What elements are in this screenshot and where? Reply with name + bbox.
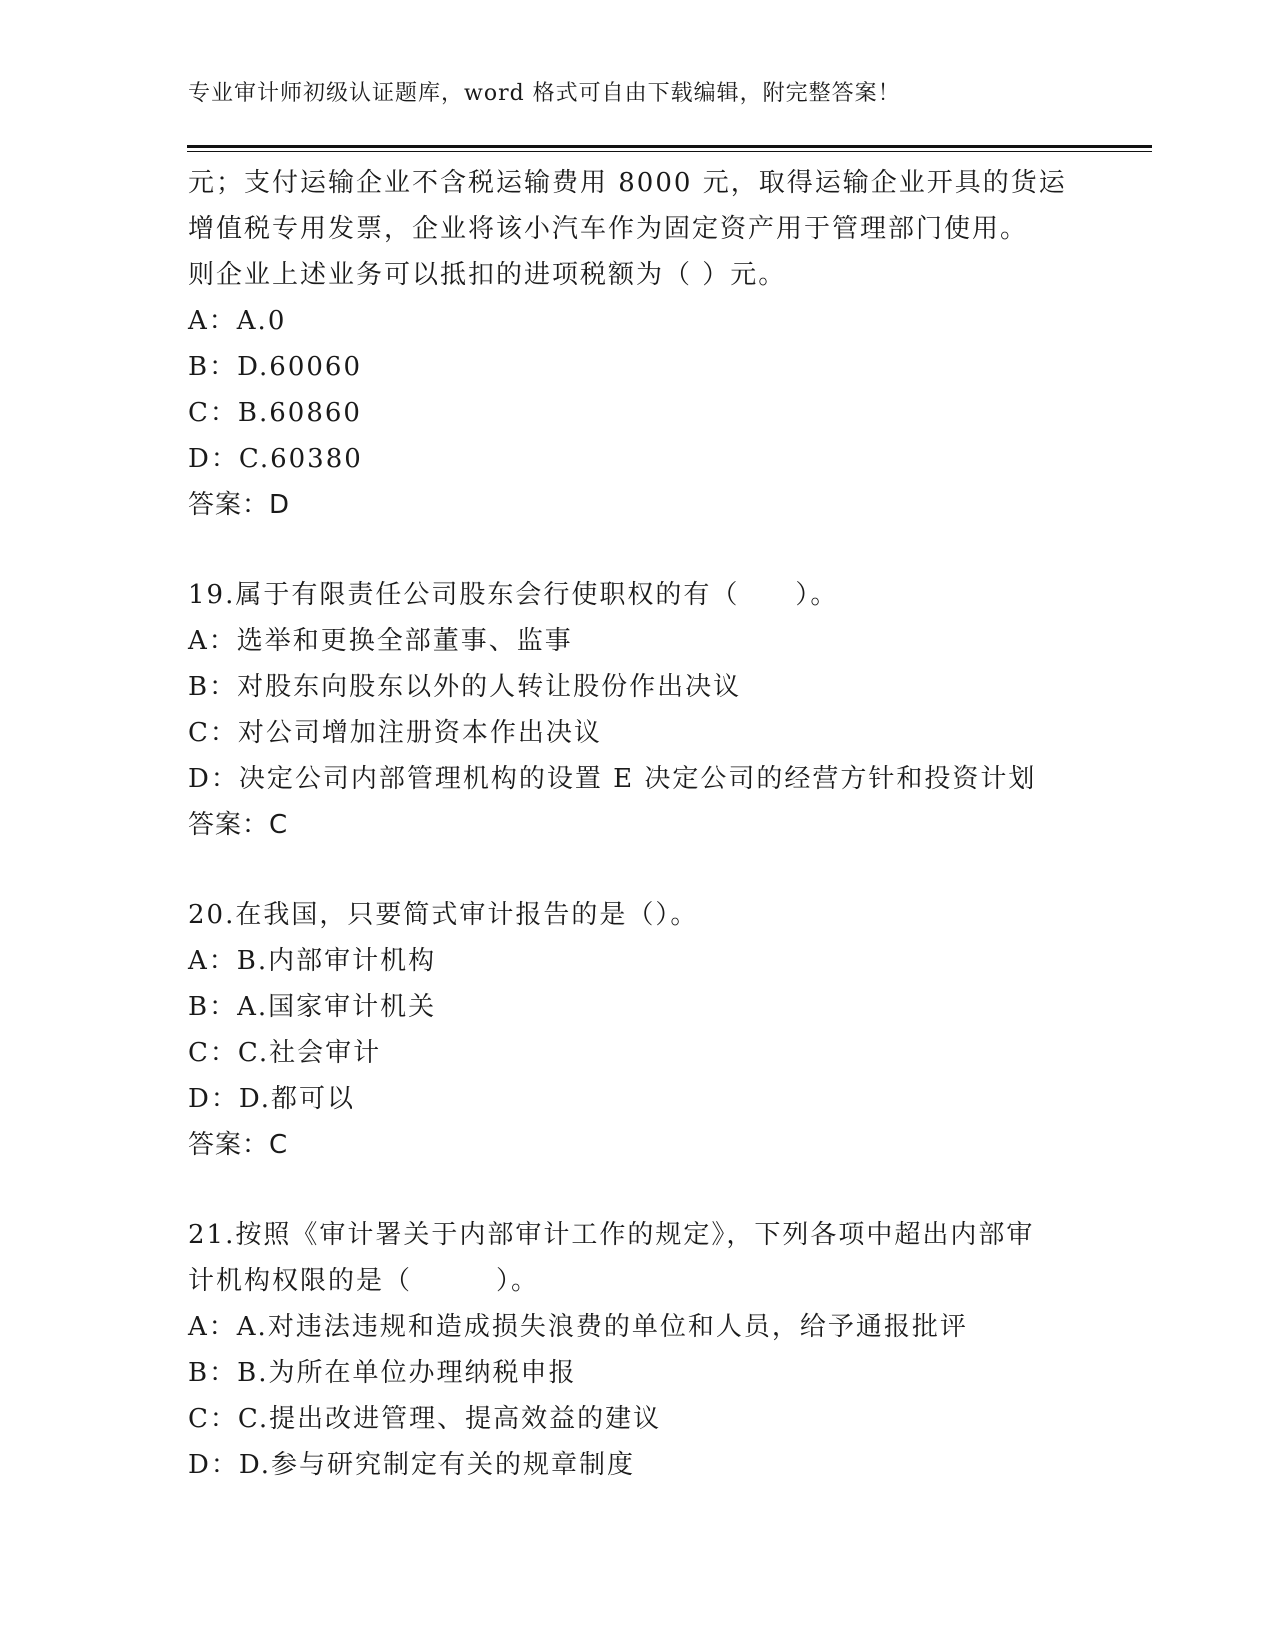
option-c: C：对公司增加注册资本作出决议 <box>188 718 602 748</box>
question-19 <box>188 572 1088 848</box>
option-a: A：B.内部审计机构 <box>188 946 437 976</box>
question-stem-line: 元；支付运输企业不含税运输费用 8000 元，取得运输企业开具的货运 <box>188 168 1067 198</box>
option-b: B：D.60060 <box>188 352 363 382</box>
header-divider-thick <box>187 145 1152 148</box>
option-a: A：A.0 <box>188 306 287 336</box>
option-a: A：选举和更换全部董事、监事 <box>188 626 573 656</box>
option-c: C：C.社会审计 <box>188 1038 382 1068</box>
answer-label: 答案：C <box>188 1130 289 1160</box>
option-b: B：对股东向股东以外的人转让股份作出决议 <box>188 672 742 702</box>
option-c: C：B.60860 <box>188 398 362 428</box>
question-18 <box>188 160 1088 528</box>
option-d: D：C.60380 <box>188 444 363 474</box>
question-stem-line: 则企业上述业务可以抵扣的进项税额为（ ）元。 <box>188 260 787 290</box>
option-d: D：决定公司内部管理机构的设置 E 决定公司的经营方针和投资计划 <box>188 764 1037 794</box>
answer-label: 答案：D <box>188 490 291 520</box>
option-a: A：A.对违法违规和造成损失浪费的单位和人员，给予通报批评 <box>188 1312 968 1342</box>
option-b: B：A.国家审计机关 <box>188 992 437 1022</box>
answer-label: 答案：C <box>188 810 289 840</box>
question-stem-line: 20.在我国，只要简式审计报告的是（）。 <box>188 900 699 930</box>
question-21 <box>188 1212 1088 1488</box>
question-stem-line: 21.按照《审计署关于内部审计工作的规定》，下列各项中超出内部审 <box>188 1220 1035 1250</box>
option-c: C：C.提出改进管理、提高效益的建议 <box>188 1404 662 1434</box>
option-b: B：B.为所在单位办理纳税申报 <box>188 1358 577 1388</box>
question-stem-line: 19.属于有限责任公司股东会行使职权的有（ ）。 <box>188 580 839 610</box>
question-stem-line: 计机构权限的是（ ）。 <box>188 1266 540 1296</box>
question-20 <box>188 892 1088 1168</box>
question-content <box>188 160 1088 1488</box>
option-d: D：D.都可以 <box>188 1084 356 1114</box>
page-header: 专业审计师初级认证题库，word 格式可自由下载编辑，附完整答案！ <box>188 81 901 106</box>
option-d: D：D.参与研究制定有关的规章制度 <box>188 1450 636 1480</box>
header-divider-thin <box>187 151 1152 152</box>
question-stem-line: 增值税专用发票，企业将该小汽车作为固定资产用于管理部门使用。 <box>188 214 1029 244</box>
